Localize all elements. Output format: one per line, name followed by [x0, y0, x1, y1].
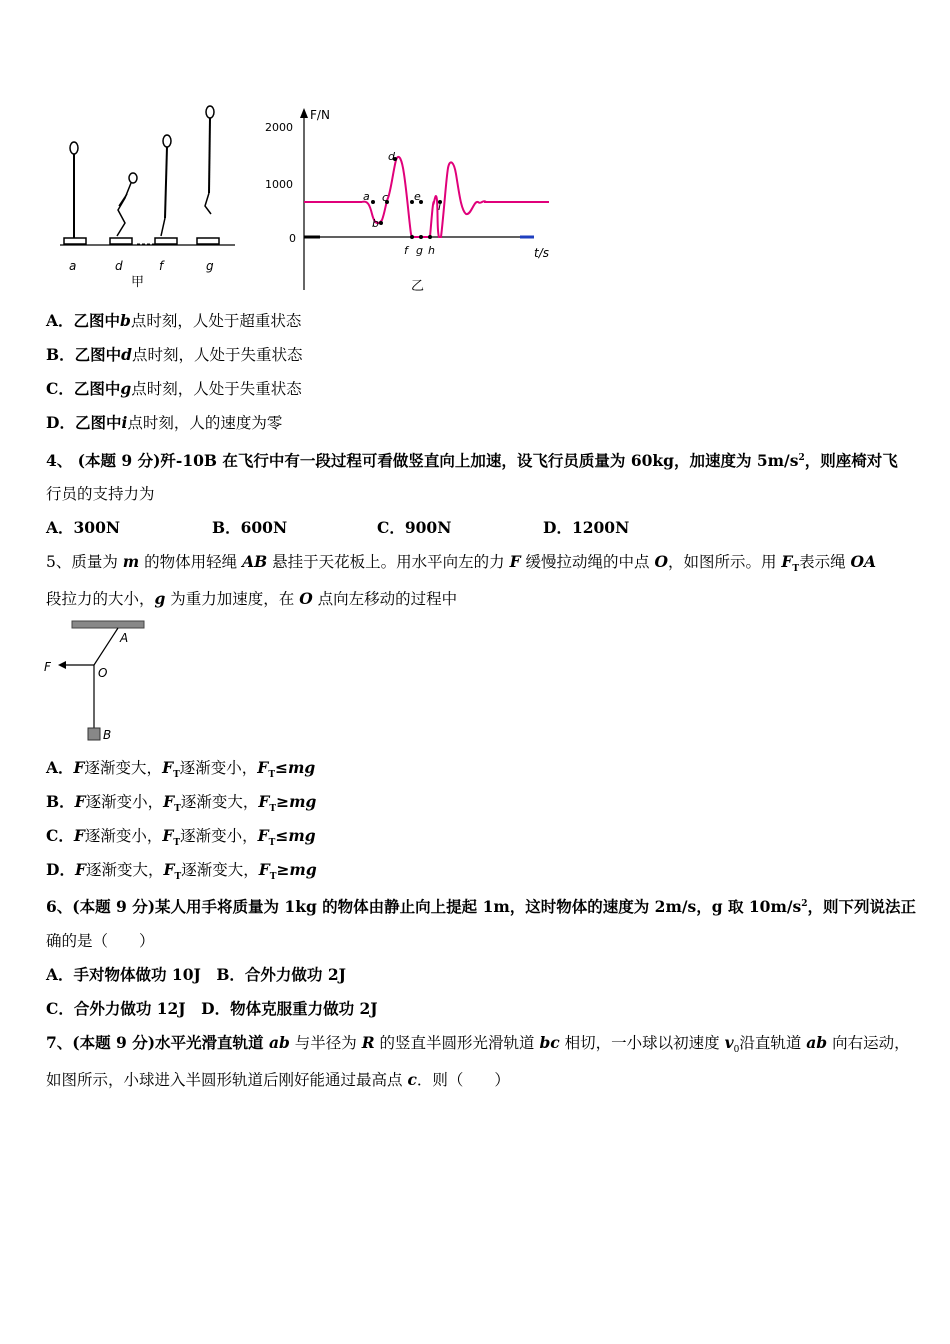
q5-option-d: D．F逐渐变大，$F_T$逐渐变大，$F_T\ge mg$ — [46, 860, 317, 883]
q6-stem-line2: 确的是（ ） — [46, 932, 155, 950]
label-d: d — [115, 259, 123, 273]
tick-1000: 1000 — [265, 178, 293, 191]
figure-q5 — [40, 618, 150, 746]
point-h: h — [428, 244, 435, 257]
q3-option-c: C．乙图中g点时刻，人处于失重状态 — [46, 379, 302, 398]
q5-stem-line1: 5、质量为 m 的物体用轻绳 AB 悬挂于天花板上。用水平向左的力 F 缓慢拉动绳的中点 O，如图所示。用 $F_T$表示绳 OA — [46, 552, 877, 575]
q6-options-line1: A．手对物体做功 10J B．合外力做功 2J — [46, 965, 346, 984]
q4-option-b: B．600N — [212, 518, 288, 537]
stick-figure-f — [155, 135, 177, 244]
point-f: f — [404, 244, 408, 257]
label-F: F — [44, 660, 51, 674]
q7-stem-line2: 如图所示，小球进入半圆形轨道后刚好能通过最高点 c．则（ ） — [46, 1070, 510, 1089]
tick-2000: 2000 — [265, 121, 293, 134]
label-A: A — [120, 631, 129, 645]
label-B: B — [103, 728, 112, 742]
x-axis-label: t/s — [534, 246, 549, 260]
label-a: a — [69, 259, 77, 273]
q5-option-a: A．F逐渐变大，$F_T$逐渐变小，$F_T\le mg$ — [46, 758, 316, 781]
label-g: g — [206, 259, 214, 273]
label-f: f — [159, 259, 164, 273]
q5-option-c: C．F逐渐变小，$F_T$逐渐变小，$F_T\le mg$ — [46, 826, 316, 849]
q5-option-b: B．F逐渐变小，$F_T$逐渐变大，$F_T\ge mg$ — [46, 792, 317, 815]
q4-stem-line1: 4、 (本题 9 分)歼-10B 在飞行中有一段过程可看做竖直向上加速，设飞行员质量为 60kg，加速度为 $5m/s^2$，则座椅对飞 — [46, 451, 898, 471]
point-g: g — [416, 244, 423, 257]
point-e: e — [414, 190, 421, 203]
stick-figure-a — [64, 142, 86, 244]
q4-option-a: A．300N — [46, 518, 121, 537]
point-b: b — [372, 217, 379, 230]
figure-jia — [55, 98, 245, 293]
stick-figure-g — [197, 106, 219, 244]
q4-option-d: D．1200N — [543, 518, 630, 537]
q5-stem-line2: 段拉力的大小，g 为重力加速度，在 O 点向左移动的过程中 — [46, 589, 458, 608]
q4-stem-line2: 行员的支持力为 — [46, 485, 155, 503]
stick-figure-d — [110, 173, 137, 244]
tick-0: 0 — [289, 232, 296, 245]
caption-yi: 乙 — [411, 279, 425, 294]
point-d: d — [388, 150, 395, 163]
q4-option-c: C．900N — [377, 518, 452, 537]
q6-options-line2: C．合外力做功 12J D．物体克服重力做功 2J — [46, 999, 378, 1018]
q6-stem-line1: 6、(本题 9 分)某人用手将质量为 1kg 的物体由静止向上提起 1m，这时物体的速度为 2m/s，g 取 $10m/s^2$，则下列说法正 — [46, 897, 917, 917]
point-a: a — [363, 190, 370, 203]
y-axis-label: F/N — [310, 108, 330, 122]
q3-option-a: A．乙图中b点时刻，人处于超重状态 — [46, 311, 302, 330]
point-i: i — [438, 200, 442, 213]
q3-option-d: D．乙图中i点时刻，人的速度为零 — [46, 413, 283, 432]
label-O: O — [98, 666, 108, 680]
q7-stem-line1: 7、(本题 9 分)水平光滑直轨道 ab 与半径为 R 的竖直半圆形光滑轨道 bc 相切，一小球以初速度 $v_0$沿直轨道 ab 向右运动， — [46, 1033, 910, 1056]
figure-yi — [262, 102, 562, 297]
point-c: c — [382, 191, 389, 204]
q3-option-b: B．乙图中d点时刻，人处于失重状态 — [46, 345, 303, 364]
caption-jia: 甲 — [131, 275, 145, 290]
